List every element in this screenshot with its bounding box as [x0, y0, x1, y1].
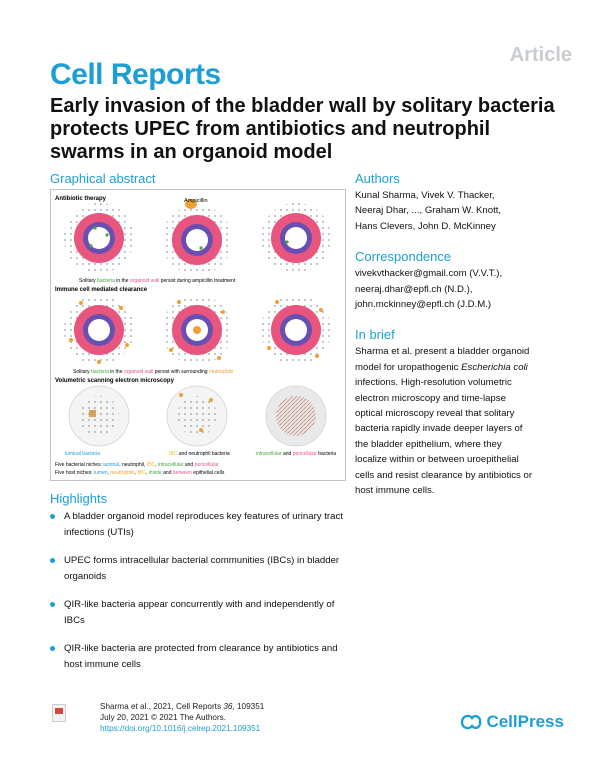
- panel3-label1: luminal bacteria: [65, 451, 101, 457]
- bullet-icon: [50, 646, 55, 651]
- panel1-caption: Solitary bacteria in the organoid wall persist during ampicillin treatment: [79, 278, 236, 284]
- panel2-caption: Solitary bacteria in the organoid wall persist with surrounding neutrophils: [73, 369, 234, 375]
- journal-title: Cell Reports: [50, 58, 221, 91]
- in-brief-heading: In brief: [355, 327, 395, 343]
- highlights-list-container: [50, 509, 354, 685]
- bullet-icon: [50, 558, 55, 563]
- authors-line: Hans Clevers, John D. McKinney: [355, 220, 496, 232]
- in-brief-line: model for uropathogenic Escherichia coli: [355, 361, 528, 373]
- highlight-item: QIR-like bacteria appear concurrently with and independently of IBCs: [50, 597, 354, 628]
- article-title: Early invasion of the bladder wall by solitary bacteria protects UPEC from antibiotics and neutrophil swarms in an organoid model: [50, 95, 555, 163]
- sem-illustration-1: [69, 386, 129, 446]
- organoid-illustration-3: [261, 203, 331, 273]
- authors-line: Kunal Sharma, Vivek V. Thacker,: [355, 190, 495, 201]
- highlight-item: UPEC forms intracellular bacterial communities (IBCs) in bladder organoids: [50, 553, 354, 584]
- organoid-illustration-6: [261, 295, 331, 365]
- date-line: July 20, 2021 © 2021 The Authors.: [100, 713, 227, 722]
- authors-line: Neeraj Dhar, ..., Graham W. Knott,: [355, 205, 502, 217]
- ampicillin-label: Ampicillin: [184, 198, 208, 204]
- email-link[interactable]: john.mckinney@epfl.ch (J.D.M.): [355, 299, 492, 311]
- panel3-label2: IBC and neutrophil bacteria: [169, 451, 230, 457]
- bacterial-niches-line: Five bacterial niches: luminal, neutrophil, IBC, intracellular and pericellular: [55, 462, 219, 468]
- sem-illustration-3: [266, 386, 326, 446]
- authors-list: [355, 188, 590, 234]
- in-brief-line: cells and resist clearance by antibiotics or: [355, 469, 533, 481]
- organoid-illustration-5: [162, 295, 232, 365]
- bullet-icon: [50, 514, 55, 519]
- in-brief-text: [355, 344, 590, 498]
- correspondence-heading: Correspondence: [355, 249, 452, 265]
- cover-thumbnail-icon: [52, 704, 66, 722]
- in-brief-line: Sharma et al. present a bladder organoid: [355, 346, 530, 358]
- bullet-icon: [50, 602, 55, 607]
- in-brief-line: electron microscopy and time-lapse: [355, 392, 506, 404]
- in-brief-line: bacteria rapidly invade deeper layers of: [355, 423, 523, 435]
- highlight-item: QIR-like bacteria are protected from clearance by antibiotics and host immune cells: [50, 641, 354, 672]
- sem-illustration-2: [167, 386, 227, 446]
- highlight-item: A bladder organoid model reproduces key features of urinary tract infections (UTIs): [50, 509, 354, 540]
- email-link[interactable]: neeraj.dhar@epfl.ch (N.D.),: [355, 283, 473, 295]
- in-brief-line: infections. High-resolution volumetric: [355, 377, 512, 389]
- highlights-list: [50, 509, 354, 672]
- doi-link[interactable]: https://doi.org/10.1016/j.celrep.2021.109351: [100, 724, 261, 733]
- cellpress-mark-icon: [460, 713, 482, 731]
- in-brief-line: host immune cells.: [355, 485, 435, 497]
- publisher-logo: [460, 712, 564, 734]
- email-link[interactable]: vivekvthacker@gmail.com (V.V.T.),: [355, 268, 503, 280]
- organoid-illustration-1: [64, 203, 134, 273]
- citation-block: [100, 701, 264, 734]
- correspondence-list: [355, 266, 590, 312]
- panel3-label3: intracellular and pericellular bacteria: [256, 451, 337, 457]
- citation-line: Sharma et al., 2021, Cell Reports 36, 109351: [100, 702, 265, 711]
- host-niches-line: Five host niches: lumen, neutrophils, IBC, inside and between epithelial cells: [55, 470, 225, 476]
- organoid-illustration-2: [162, 205, 232, 275]
- article-type-label: Article: [509, 44, 572, 66]
- graphical-abstract-figure: [50, 189, 346, 481]
- authors-heading: Authors: [355, 171, 400, 186]
- organoid-illustration-4: [64, 295, 134, 365]
- panel1-title: Antibiotic therapy: [55, 196, 107, 202]
- right-column: [355, 171, 590, 499]
- panel2-title: Immune cell mediated clearance: [55, 287, 148, 293]
- in-brief-line: the bladder epithelium, where they: [355, 438, 502, 450]
- graphical-abstract-heading: Graphical abstract: [50, 171, 156, 186]
- in-brief-line: optical microscopy reveal that solitary: [355, 408, 515, 420]
- highlights-heading: Highlights: [50, 491, 108, 506]
- cellpress-wordmark: CellPress: [486, 712, 564, 731]
- in-brief-line: localize within or between uroepithelial: [355, 454, 519, 466]
- panel3-title: Volumetric scanning electron microscopy: [55, 378, 174, 384]
